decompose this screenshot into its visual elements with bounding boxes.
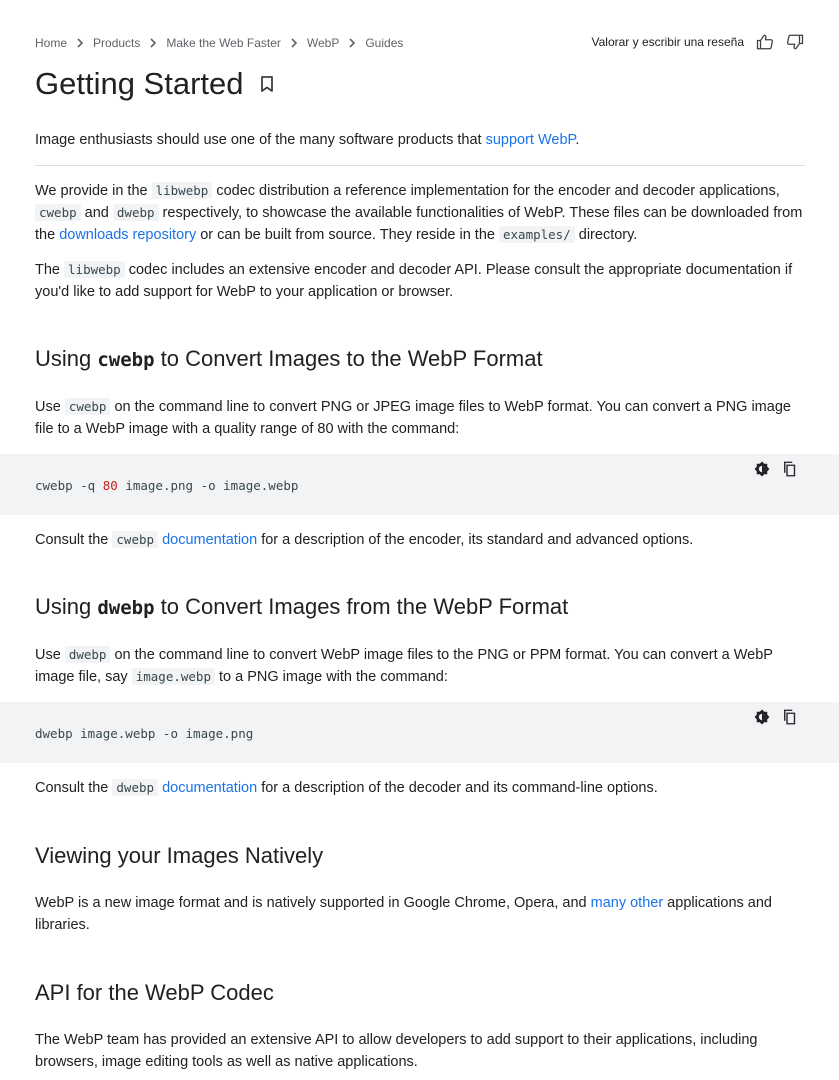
page-title <box>35 66 276 102</box>
inline-code-examples: examples/ <box>499 226 575 243</box>
chevron-right-icon <box>75 37 85 49</box>
intro-paragraph: Image enthusiasts should use one of the many software products that support WebP. <box>35 132 580 148</box>
inline-code-cwebp: cwebp <box>112 531 158 548</box>
cwebp-description: Use cwebp on the command line to convert PNG or JPEG image files to WebP format. You can convert a PNG image file to a WebP image with a quality range of 80 with the command: <box>35 399 791 437</box>
breadcrumb-guides[interactable]: Guides <box>365 36 404 50</box>
heading-api-codec: API for the WebP Codec <box>35 980 274 1005</box>
cwebp-consult: Consult the cwebp documentation for a description of the encoder, its standard and advanced options. <box>35 532 694 548</box>
top-bar <box>35 33 804 53</box>
thumb-up-icon[interactable] <box>756 33 774 51</box>
thumb-down-icon[interactable] <box>786 33 804 51</box>
theme-toggle-icon[interactable] <box>753 708 771 726</box>
inline-code-cwebp: cwebp <box>65 398 111 415</box>
inline-code-cwebp: cwebp <box>35 204 81 221</box>
inline-code-libwebp: libwebp <box>64 261 125 278</box>
heading-viewing-natively: Viewing your Images Natively <box>35 843 324 868</box>
cwebp-documentation-link[interactable]: documentation <box>162 532 258 548</box>
chevron-right-icon <box>148 37 158 49</box>
rating-label: Valorar y escribir una reseña <box>591 35 744 49</box>
inline-code-libwebp: libwebp <box>152 182 213 199</box>
breadcrumb-products[interactable]: Products <box>93 36 141 50</box>
code-line[interactable]: dwebp image.webp -o image.png <box>35 726 254 741</box>
code-tools <box>753 708 799 726</box>
downloads-repository-link[interactable]: downloads repository <box>59 227 197 243</box>
chevron-right-icon <box>347 37 357 49</box>
inline-code-dwebp: dwebp <box>113 204 159 221</box>
code-line[interactable]: cwebp -q 80 image.png -o image.webp <box>35 478 299 493</box>
inline-code-image-webp: image.webp <box>132 668 215 685</box>
inline-code-dwebp: dwebp <box>65 646 111 663</box>
bookmark-icon[interactable] <box>258 74 276 94</box>
chevron-right-icon <box>289 37 299 49</box>
inline-code-dwebp: dwebp <box>112 779 158 796</box>
heading-using-dwebp: Using dwebp to Convert Images from the WebP Format <box>35 594 569 619</box>
heading-code-cwebp: cwebp <box>97 349 155 371</box>
many-other-link[interactable]: many other <box>590 895 664 911</box>
api-paragraph: The WebP team has provided an extensive API to allow developers to add support to their applications, including browsers, image editing tools as well as native applications. <box>35 1032 758 1070</box>
breadcrumb-make-the-web-faster[interactable]: Make the Web Faster <box>166 36 281 50</box>
native-paragraph: WebP is a new image format and is natively supported in Google Chrome, Opera, and many other applications and libraries. <box>35 895 772 933</box>
dwebp-documentation-link[interactable]: documentation <box>162 780 258 796</box>
copy-icon[interactable] <box>781 708 799 726</box>
copy-icon[interactable] <box>781 460 799 478</box>
api-note-paragraph: The libwebp codec includes an extensive encoder and decoder API. Please consult the appropriate documentation if you'd like to add support for WebP to your application or browser. <box>35 262 793 300</box>
code-block-dwebp <box>0 702 839 763</box>
divider <box>35 165 805 166</box>
breadcrumb <box>35 36 403 50</box>
code-block-cwebp <box>0 454 839 515</box>
support-webp-link[interactable]: support WebP <box>485 132 576 148</box>
intro-reference-paragraph: We provide in the libwebp codec distribution a reference implementation for the encoder and decoder applications, cwebp and dwebp respectively, to showcase the available functionalities of WebP. These files can be downloaded from the downloads repository or can be built from source. They reside in the examples/ directory. <box>35 183 803 243</box>
code-tools <box>753 460 799 478</box>
page-title-text: Getting Started <box>35 66 244 101</box>
heading-code-dwebp: dwebp <box>97 597 155 619</box>
theme-toggle-icon[interactable] <box>753 460 771 478</box>
rating-bar <box>591 33 804 51</box>
breadcrumb-webp[interactable]: WebP <box>306 36 340 50</box>
dwebp-description: Use dwebp on the command line to convert WebP image files to the PNG or PPM format. You can convert a WebP image file, say image.webp to a PNG image with the command: <box>35 647 773 685</box>
dwebp-consult: Consult the dwebp documentation for a description of the decoder and its command-line options. <box>35 780 658 796</box>
breadcrumb-home[interactable]: Home <box>35 36 68 50</box>
heading-using-cwebp: Using cwebp to Convert Images to the WebP Format <box>35 346 543 371</box>
